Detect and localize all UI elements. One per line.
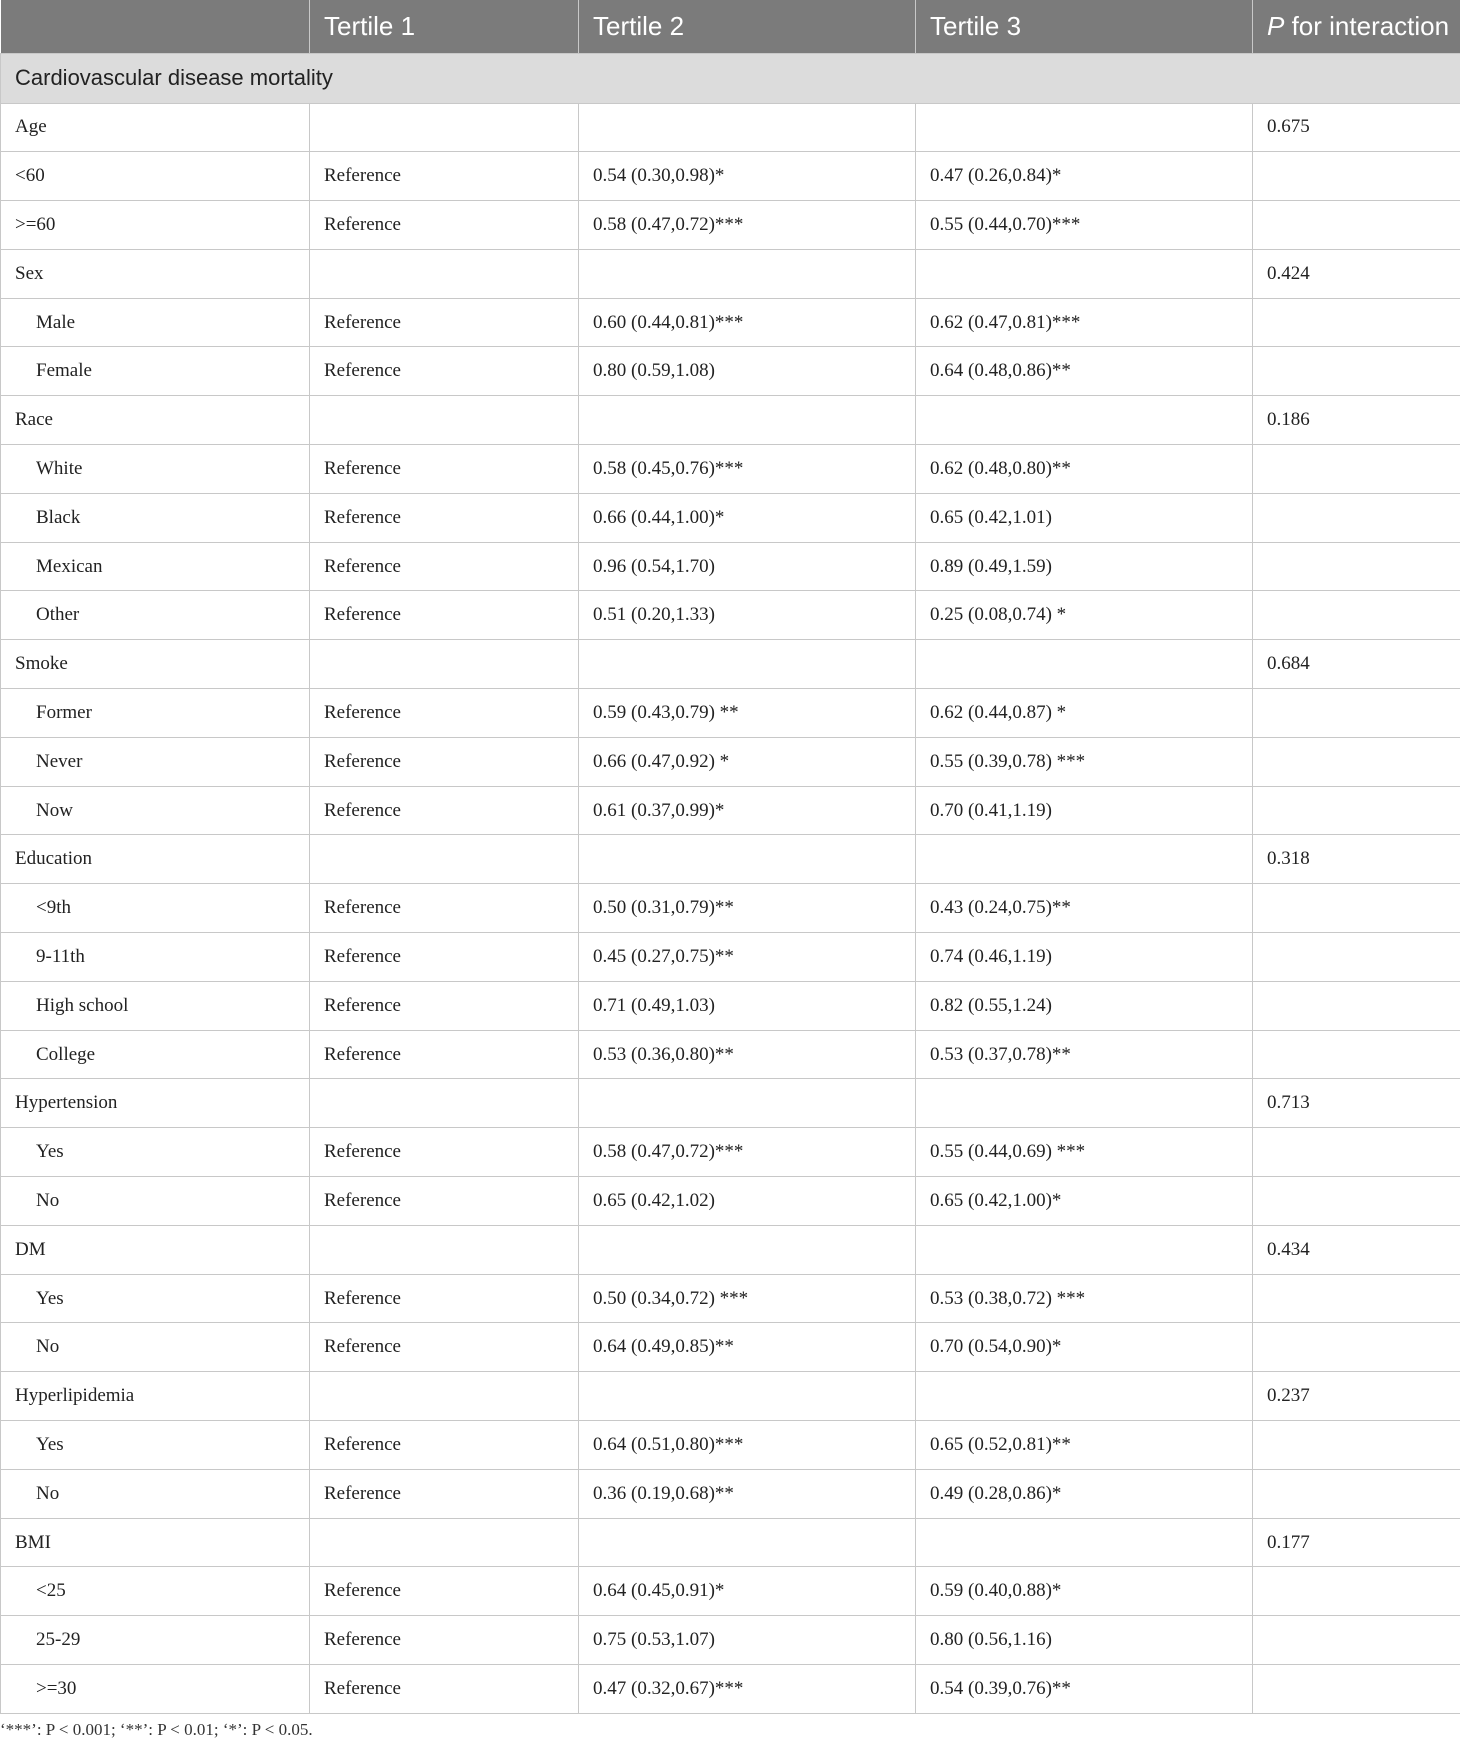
tertile-3-cell: 0.55 (0.39,0.78) *** — [916, 737, 1253, 786]
tertile-3-cell: 0.65 (0.52,0.81)** — [916, 1421, 1253, 1470]
tertile-1-cell: Reference — [310, 1567, 579, 1616]
p-interaction-cell: 0.318 — [1253, 835, 1460, 884]
tertile-1-cell — [310, 835, 579, 884]
tertile-3-cell: 0.80 (0.56,1.16) — [916, 1616, 1253, 1665]
table-row — [1, 1421, 1460, 1470]
p-interaction-cell — [1253, 981, 1460, 1030]
table-row — [1, 493, 1460, 542]
tertile-3-cell: 0.89 (0.49,1.59) — [916, 542, 1253, 591]
tertile-2-cell: 0.96 (0.54,1.70) — [579, 542, 916, 591]
p-interaction-cell — [1253, 1030, 1460, 1079]
p-interaction-cell: 0.434 — [1253, 1225, 1460, 1274]
row-label-cell: Never — [1, 737, 310, 786]
row-label-cell: Former — [1, 689, 310, 738]
tertile-3-cell: 0.59 (0.40,0.88)* — [916, 1567, 1253, 1616]
tertile-2-cell: 0.54 (0.30,0.98)* — [579, 152, 916, 201]
p-interaction-cell — [1253, 201, 1460, 250]
tertile-3-cell: 0.55 (0.44,0.69) *** — [916, 1128, 1253, 1177]
p-interaction-cell: 0.177 — [1253, 1518, 1460, 1567]
tertile-3-cell: 0.43 (0.24,0.75)** — [916, 884, 1253, 933]
tertile-2-cell — [579, 1079, 916, 1128]
table-row — [1, 884, 1460, 933]
table-row — [1, 249, 1460, 298]
tertile-2-cell — [579, 103, 916, 152]
p-interaction-cell: 0.237 — [1253, 1372, 1460, 1421]
p-interaction-cell — [1253, 1177, 1460, 1226]
p-interaction-cell — [1253, 1421, 1460, 1470]
row-label-cell: Male — [1, 298, 310, 347]
tertile-3-cell — [916, 103, 1253, 152]
table-row — [1, 933, 1460, 982]
p-interaction-cell — [1253, 1128, 1460, 1177]
tertile-2-cell: 0.80 (0.59,1.08) — [579, 347, 916, 396]
p-interaction-cell: 0.424 — [1253, 249, 1460, 298]
tertile-2-cell — [579, 249, 916, 298]
table-row — [1, 347, 1460, 396]
row-label-cell: White — [1, 445, 310, 494]
tertile-1-cell: Reference — [310, 445, 579, 494]
header-tertile-1: Tertile 1 — [310, 0, 579, 53]
row-label-cell: Yes — [1, 1128, 310, 1177]
row-label-cell: <60 — [1, 152, 310, 201]
tertile-2-cell — [579, 1225, 916, 1274]
row-label-cell: Black — [1, 493, 310, 542]
tertile-2-cell: 0.47 (0.32,0.67)*** — [579, 1665, 916, 1714]
row-label-cell: Hyperlipidemia — [1, 1372, 310, 1421]
p-interaction-cell — [1253, 298, 1460, 347]
row-label-cell: Hypertension — [1, 1079, 310, 1128]
row-label-cell: BMI — [1, 1518, 310, 1567]
p-interaction-cell — [1253, 591, 1460, 640]
row-label-cell: Yes — [1, 1421, 310, 1470]
tertile-1-cell — [310, 1225, 579, 1274]
tertile-2-cell — [579, 835, 916, 884]
tertile-2-cell: 0.58 (0.45,0.76)*** — [579, 445, 916, 494]
tertile-3-cell: 0.62 (0.47,0.81)*** — [916, 298, 1253, 347]
tertile-2-cell: 0.64 (0.49,0.85)** — [579, 1323, 916, 1372]
tertile-1-cell: Reference — [310, 1177, 579, 1226]
tertile-3-cell: 0.53 (0.38,0.72) *** — [916, 1274, 1253, 1323]
tertile-1-cell: Reference — [310, 542, 579, 591]
row-label-cell: No — [1, 1469, 310, 1518]
row-label-cell: Education — [1, 835, 310, 884]
table-row — [1, 689, 1460, 738]
p-interaction-cell — [1253, 786, 1460, 835]
tertile-3-cell — [916, 396, 1253, 445]
table-row — [1, 640, 1460, 689]
p-interaction-cell: 0.186 — [1253, 396, 1460, 445]
table-row — [1, 1225, 1460, 1274]
tertile-2-cell — [579, 1372, 916, 1421]
p-interaction-cell: 0.675 — [1253, 103, 1460, 152]
p-interaction-cell — [1253, 884, 1460, 933]
table-row — [1, 1128, 1460, 1177]
tertile-2-cell: 0.64 (0.45,0.91)* — [579, 1567, 916, 1616]
tertile-2-cell: 0.61 (0.37,0.99)* — [579, 786, 916, 835]
table-row — [1, 1177, 1460, 1226]
section-header-row — [1, 53, 1460, 103]
table-row — [1, 591, 1460, 640]
tertile-2-cell: 0.53 (0.36,0.80)** — [579, 1030, 916, 1079]
tertile-3-cell: 0.62 (0.44,0.87) * — [916, 689, 1253, 738]
tertile-2-cell: 0.36 (0.19,0.68)** — [579, 1469, 916, 1518]
tertile-3-cell: 0.65 (0.42,1.01) — [916, 493, 1253, 542]
row-label-cell: Female — [1, 347, 310, 396]
tertile-3-cell: 0.53 (0.37,0.78)** — [916, 1030, 1253, 1079]
tertile-1-cell: Reference — [310, 1665, 579, 1714]
header-tertile-3: Tertile 3 — [916, 0, 1253, 53]
tertile-1-cell: Reference — [310, 1616, 579, 1665]
row-label-cell: >=60 — [1, 201, 310, 250]
row-label-cell: Now — [1, 786, 310, 835]
tertile-3-cell: 0.62 (0.48,0.80)** — [916, 445, 1253, 494]
p-interaction-cell — [1253, 1616, 1460, 1665]
p-interaction-cell — [1253, 737, 1460, 786]
row-label-cell: Other — [1, 591, 310, 640]
p-interaction-cell — [1253, 152, 1460, 201]
tertile-2-cell — [579, 1518, 916, 1567]
p-interaction-cell — [1253, 347, 1460, 396]
tertile-1-cell: Reference — [310, 933, 579, 982]
header-p-letter: P — [1267, 10, 1285, 41]
row-label-cell: <9th — [1, 884, 310, 933]
table-row — [1, 1567, 1460, 1616]
table-row — [1, 396, 1460, 445]
row-label-cell: 9-11th — [1, 933, 310, 982]
header-tertile-2: Tertile 2 — [579, 0, 916, 53]
table-row — [1, 1030, 1460, 1079]
table-row — [1, 1323, 1460, 1372]
tertile-1-cell — [310, 249, 579, 298]
tertile-2-cell: 0.65 (0.42,1.02) — [579, 1177, 916, 1226]
tertile-1-cell: Reference — [310, 201, 579, 250]
header-p-text: for interaction — [1291, 10, 1450, 41]
table-row — [1, 1469, 1460, 1518]
table-row — [1, 835, 1460, 884]
tertile-3-cell — [916, 1079, 1253, 1128]
tertile-2-cell: 0.75 (0.53,1.07) — [579, 1616, 916, 1665]
row-label-cell: Yes — [1, 1274, 310, 1323]
row-label-cell: High school — [1, 981, 310, 1030]
tertile-1-cell — [310, 1518, 579, 1567]
tertile-1-cell: Reference — [310, 591, 579, 640]
tertile-2-cell: 0.66 (0.47,0.92) * — [579, 737, 916, 786]
tertile-3-cell — [916, 1225, 1253, 1274]
tertile-1-cell: Reference — [310, 786, 579, 835]
tertile-1-cell: Reference — [310, 689, 579, 738]
tertile-3-cell — [916, 1372, 1253, 1421]
section-title: Cardiovascular disease mortality — [1, 53, 1460, 103]
tertile-2-cell — [579, 640, 916, 689]
tertile-2-cell: 0.58 (0.47,0.72)*** — [579, 1128, 916, 1177]
tertile-1-cell: Reference — [310, 1469, 579, 1518]
p-interaction-cell — [1253, 1469, 1460, 1518]
table-row — [1, 103, 1460, 152]
tertile-3-cell: 0.74 (0.46,1.19) — [916, 933, 1253, 982]
row-label-cell: College — [1, 1030, 310, 1079]
tertile-3-cell: 0.54 (0.39,0.76)** — [916, 1665, 1253, 1714]
table-row — [1, 201, 1460, 250]
tertile-1-cell: Reference — [310, 737, 579, 786]
table-row — [1, 152, 1460, 201]
p-interaction-cell — [1253, 689, 1460, 738]
p-interaction-cell — [1253, 1665, 1460, 1714]
p-interaction-cell — [1253, 542, 1460, 591]
row-label-cell: Mexican — [1, 542, 310, 591]
tertile-3-cell — [916, 249, 1253, 298]
row-label-cell: Smoke — [1, 640, 310, 689]
tertile-1-cell: Reference — [310, 1421, 579, 1470]
tertile-2-cell: 0.60 (0.44,0.81)*** — [579, 298, 916, 347]
p-interaction-cell: 0.684 — [1253, 640, 1460, 689]
tertile-3-cell: 0.55 (0.44,0.70)*** — [916, 201, 1253, 250]
tertile-3-cell: 0.70 (0.41,1.19) — [916, 786, 1253, 835]
row-label-cell: >=30 — [1, 1665, 310, 1714]
tertile-3-cell — [916, 1518, 1253, 1567]
row-label-cell: 25-29 — [1, 1616, 310, 1665]
tertile-3-cell: 0.64 (0.48,0.86)** — [916, 347, 1253, 396]
tertile-1-cell: Reference — [310, 1030, 579, 1079]
row-label-cell: Age — [1, 103, 310, 152]
tertile-3-cell: 0.70 (0.54,0.90)* — [916, 1323, 1253, 1372]
tertile-1-cell: Reference — [310, 1128, 579, 1177]
tertile-3-cell: 0.25 (0.08,0.74) * — [916, 591, 1253, 640]
tertile-1-cell: Reference — [310, 347, 579, 396]
row-label-cell: DM — [1, 1225, 310, 1274]
table-row — [1, 1079, 1460, 1128]
tertile-1-cell: Reference — [310, 1274, 579, 1323]
table-footnote: ‘***’: P < 0.001; ‘**’: P < 0.01; ‘*’: P < 0.05. — [0, 1720, 313, 1739]
tertile-3-cell — [916, 640, 1253, 689]
tertile-3-cell: 0.65 (0.42,1.00)* — [916, 1177, 1253, 1226]
tertile-3-cell: 0.47 (0.26,0.84)* — [916, 152, 1253, 201]
row-label-cell: No — [1, 1177, 310, 1226]
tertile-3-cell — [916, 835, 1253, 884]
p-interaction-cell — [1253, 1567, 1460, 1616]
tertile-1-cell: Reference — [310, 884, 579, 933]
tertile-1-cell — [310, 640, 579, 689]
tertile-3-cell: 0.82 (0.55,1.24) — [916, 981, 1253, 1030]
table-row — [1, 1372, 1460, 1421]
tertile-2-cell: 0.71 (0.49,1.03) — [579, 981, 916, 1030]
tertile-2-cell: 0.58 (0.47,0.72)*** — [579, 201, 916, 250]
tertile-2-cell — [579, 396, 916, 445]
tertile-2-cell: 0.50 (0.31,0.79)** — [579, 884, 916, 933]
header-p-for-interaction — [1253, 0, 1460, 53]
tertile-3-cell: 0.49 (0.28,0.86)* — [916, 1469, 1253, 1518]
tertile-2-cell: 0.66 (0.44,1.00)* — [579, 493, 916, 542]
tertile-2-cell: 0.45 (0.27,0.75)** — [579, 933, 916, 982]
row-label-cell: Race — [1, 396, 310, 445]
table-row — [1, 542, 1460, 591]
tertile-2-cell: 0.50 (0.34,0.72) *** — [579, 1274, 916, 1323]
table-row — [1, 1665, 1460, 1714]
table-row — [1, 298, 1460, 347]
p-interaction-cell — [1253, 493, 1460, 542]
table-row — [1, 737, 1460, 786]
table-row — [1, 786, 1460, 835]
tertile-1-cell: Reference — [310, 1323, 579, 1372]
table-header-row — [1, 0, 1460, 53]
p-interaction-cell — [1253, 1323, 1460, 1372]
p-interaction-cell: 0.713 — [1253, 1079, 1460, 1128]
tertile-1-cell — [310, 396, 579, 445]
tertile-1-cell: Reference — [310, 298, 579, 347]
row-label-cell: <25 — [1, 1567, 310, 1616]
tertile-2-cell: 0.64 (0.51,0.80)*** — [579, 1421, 916, 1470]
tertile-2-cell: 0.51 (0.20,1.33) — [579, 591, 916, 640]
tertile-2-cell: 0.59 (0.43,0.79) ** — [579, 689, 916, 738]
tertile-1-cell: Reference — [310, 493, 579, 542]
tertile-1-cell — [310, 1372, 579, 1421]
table-row — [1, 1518, 1460, 1567]
tertile-1-cell: Reference — [310, 981, 579, 1030]
tertile-1-cell — [310, 1079, 579, 1128]
p-interaction-cell — [1253, 445, 1460, 494]
table-row — [1, 1274, 1460, 1323]
table-row — [1, 1616, 1460, 1665]
tertile-1-cell — [310, 103, 579, 152]
tertile-1-cell: Reference — [310, 152, 579, 201]
row-label-cell: No — [1, 1323, 310, 1372]
table-row — [1, 445, 1460, 494]
p-interaction-cell — [1253, 933, 1460, 982]
table-row — [1, 981, 1460, 1030]
header-subgroup — [1, 0, 310, 53]
row-label-cell: Sex — [1, 249, 310, 298]
p-interaction-cell — [1253, 1274, 1460, 1323]
